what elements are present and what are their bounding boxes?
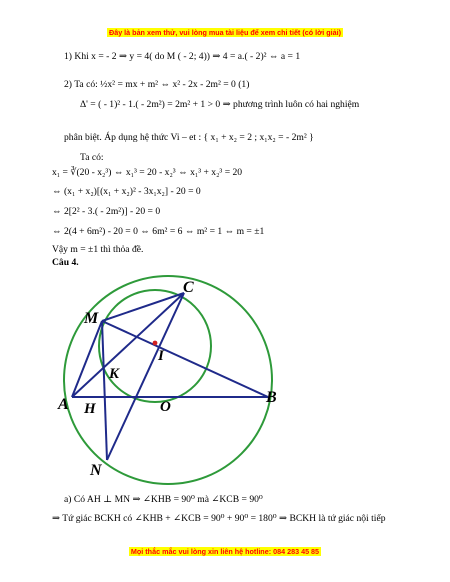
text-line-4: phân biệt. Áp dụng hệ thức Vi – et : { x₁ + x₂ = 2 ; x₁x₂ = - 2m² } [64, 132, 314, 143]
text-line-12: ⇒ Tứ giác BCKH có ∠KHB + ∠KCB = 90⁰ + 90⁰ = 180⁰ ⇒ BCKH là tứ giác nội tiếp [52, 513, 386, 524]
bottom-banner [0, 547, 450, 556]
label-n: N [90, 462, 102, 479]
top-banner-text: Đây là bản xem thử, vui lòng mua tài liệu để xem chi tiết (có lời giải) [109, 28, 341, 37]
segments [72, 293, 268, 460]
text-line-6: x₁ = ∛(20 - x₂³) ⇔ x₁³ = 20 - x₂³ ⇔ x₁³ + x₂³ = 20 [52, 167, 243, 178]
segment-mn [102, 321, 107, 460]
text-line-5: Ta có: [80, 152, 104, 163]
label-b: B [266, 389, 277, 406]
text-line-8: ⇔ 2[2² - 3.( - 2m²)] - 20 = 0 [52, 206, 161, 217]
text-line-10: Vậy m = ±1 thì thỏa đề. [52, 244, 144, 255]
text-line-9: ⇔ 2(4 + 6m²) - 20 = 0 ⇔ 6m² = 6 ⇔ m² = 1 ⇔ m = ±1 [52, 226, 265, 237]
label-i: I [158, 348, 164, 364]
label-k: K [109, 366, 120, 382]
label-m: M [84, 310, 99, 327]
bottom-banner-text: Mọi thắc mắc vui lòng xin liên hệ hotline: 084 283 45 85 [130, 547, 320, 556]
center-dot [153, 341, 158, 346]
label-h: H [84, 401, 96, 417]
text-line-2: 2) Ta có: ½x² = mx + m² ⇔ x² - 2x - 2m² = 0 (1) [64, 79, 250, 90]
label-c: C [183, 279, 194, 296]
segment-mb [102, 321, 268, 397]
label-a: A [58, 396, 69, 413]
segment-ac [72, 293, 184, 397]
text-line-1: 1) Khi x = - 2 ⇒ y = 4( do M ( - 2; 4)) ⇒ 4 = a.( - 2)² ⇔ a = 1 [64, 51, 301, 62]
text-line-3: Δ' = ( - 1)² - 1.( - 2m²) = 2m² + 1 > 0 ⇒ phương trình luôn có hai nghiệm [80, 99, 360, 110]
question-title: Câu 4. [52, 257, 79, 268]
text-line-7: ⇔ (x₁ + x₂)[(x₁ + x₂)² - 3x₁x₂] - 20 = 0 [52, 186, 201, 197]
text-line-11: a) Có AH ⊥ MN ⇒ ∠KHB = 90⁰ mà ∠KCB = 90⁰ [64, 494, 263, 505]
label-o: O [160, 399, 171, 415]
